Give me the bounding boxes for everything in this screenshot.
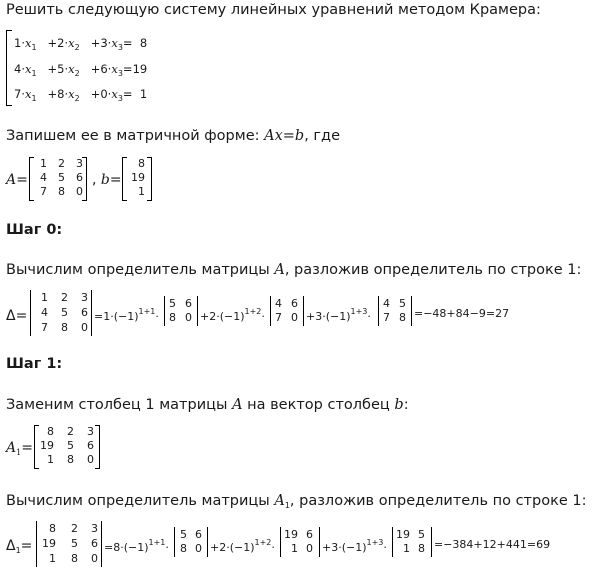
matrix-A: 1 2 3 4 5 6 7 8 0: [29, 157, 87, 201]
equation-system: [6, 30, 170, 106]
equation-row-2: $4\cdot x_1$ $+5\cdot x_2$ $+6\cdot x_3=19$: [14, 62, 148, 78]
step0-term-1: $=1\cdot(-1)^{1+1}\cdot$: [94, 307, 159, 323]
step0-title: Шаг 0:: [6, 222, 63, 238]
b-label: , b=: [92, 172, 122, 188]
det-A1: 8 2 3 19 5 6 1 8 0: [36, 521, 102, 567]
step1-title: Шаг 1:: [6, 356, 63, 372]
minor-1-3: 19 5 1 8: [392, 527, 432, 557]
step1-term-2: $+2\cdot(-1)^{1+2}\cdot$: [210, 538, 275, 554]
step1-replace-text: Заменим столбец 1 матрицы A на вектор столбец b:: [6, 397, 409, 413]
matrix-A1: 8 2 3 19 5 6 1 8 0: [34, 425, 100, 469]
step1-term-3: $+3\cdot(-1)^{1+3}\cdot$: [322, 538, 387, 554]
delta1-label: $\Delta_1=$: [6, 538, 33, 555]
A-label: A=: [6, 172, 28, 188]
step1-text: Вычислим определитель матрицы $A_1$, разложив определитель по строке 1:: [6, 493, 587, 510]
step0-term-3: $+3\cdot(-1)^{1+3}\cdot$: [306, 307, 371, 323]
delta-label: Δ=: [6, 308, 28, 324]
minor-0-3: 4 5 7 8: [378, 296, 412, 326]
det-A: 1 2 3 4 5 6 7 8 0: [30, 290, 92, 336]
minor-1-1: 5 6 8 0: [174, 527, 208, 557]
minor-0-1: 5 6 8 0: [164, 296, 198, 326]
system-bracket: [6, 30, 12, 106]
step0-term-2: $+2\cdot(-1)^{1+2}\cdot$: [200, 307, 265, 323]
vector-b: 8 19 1: [122, 157, 152, 201]
step1-term-1: $=8\cdot(-1)^{1+1}\cdot$: [104, 538, 169, 554]
A1-label: $A_1=$: [6, 440, 33, 457]
minor-0-2: 4 6 7 0: [270, 296, 304, 326]
minor-1-2: 19 6 1 0: [280, 527, 320, 557]
step1-result: =−384+12+441=69: [434, 538, 551, 551]
equation-row-3: $7\cdot x_1$ $+8\cdot x_2$ $+0\cdot x_3= 1$: [14, 87, 148, 103]
equation-row-1: $1\cdot x_1$ $+2\cdot x_2$ $+3\cdot x_3= 8$: [14, 36, 148, 52]
step0-result: =−48+84−9=27: [414, 307, 510, 320]
step0-text: Вычислим определитель матрицы A, разложив определитель по строке 1:: [6, 262, 582, 278]
matrix-form-text: Запишем ее в матричной форме: Ax=b, где: [6, 128, 340, 144]
intro-text: Решить следующую систему линейных уравнений методом Крамера:: [6, 2, 541, 18]
